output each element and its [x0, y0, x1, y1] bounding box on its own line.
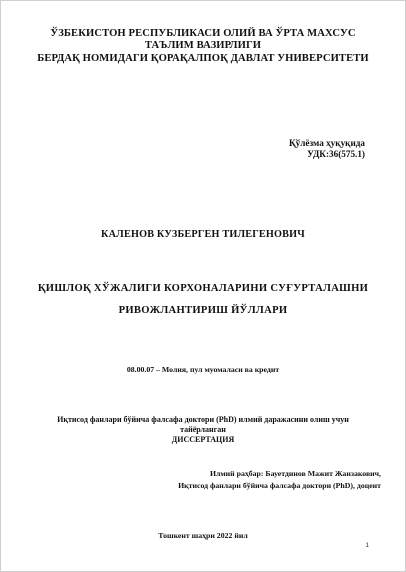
author-name: КАЛЕНОВ КУЗБЕРГЕН ТИЛЕГЕНОВИЧ [101, 229, 305, 240]
degree-line-1: Иқтисод фанлари бўйича фалсафа доктори (PhD) илмий даражасини олиш учун [57, 415, 349, 424]
title-line-1: ҚИШЛОҚ ХЎЖАЛИГИ КОРХОНАЛАРИНИ СУҒУРТАЛАШНИ [37, 283, 369, 294]
ministry-header [1, 28, 405, 65]
place-year: Тошкент шаҳри 2022 йил [158, 531, 248, 540]
header-line-2: ТАЪЛИМ ВАЗИРЛИГИ [144, 40, 262, 52]
rights-block [205, 138, 365, 160]
header-line-1: ЎЗБЕКИСТОН РЕСПУБЛИКАСИ ОЛИЙ ВА ЎРТА МАХСУС [50, 28, 356, 39]
specialty-line: 08.00.07 – Молия, пул муомаласи ва кредит [126, 365, 280, 374]
page-number: 1 [365, 542, 369, 549]
dissertation-title [1, 278, 405, 322]
udc-code: УДК:36(575.1) [307, 149, 365, 160]
supervisor-block [151, 468, 381, 492]
supervisor-line-2: Иқтисод фанлари бўйича фалсафа доктори (PhD), доцент [178, 481, 381, 491]
header-line-3: БЕРДАҚ НОМИДАГИ ҚОРАҚАЛПОҚ ДАВЛАТ УНИВЕРСИТЕТИ [37, 52, 369, 64]
manuscript-note: Қўлёзма ҳуқуқида [288, 138, 365, 148]
supervisor-line-1: Илмий раҳбар: Бауетдинов Мажит Жанзакович, [209, 469, 381, 478]
title-line-2: РИВОЖЛАНТИРИШ ЙЎЛЛАРИ [118, 305, 288, 316]
degree-block [1, 415, 405, 445]
degree-line-3: ДИССЕРТАЦИЯ [171, 435, 235, 444]
degree-line-2: тайёрланган [180, 425, 226, 434]
